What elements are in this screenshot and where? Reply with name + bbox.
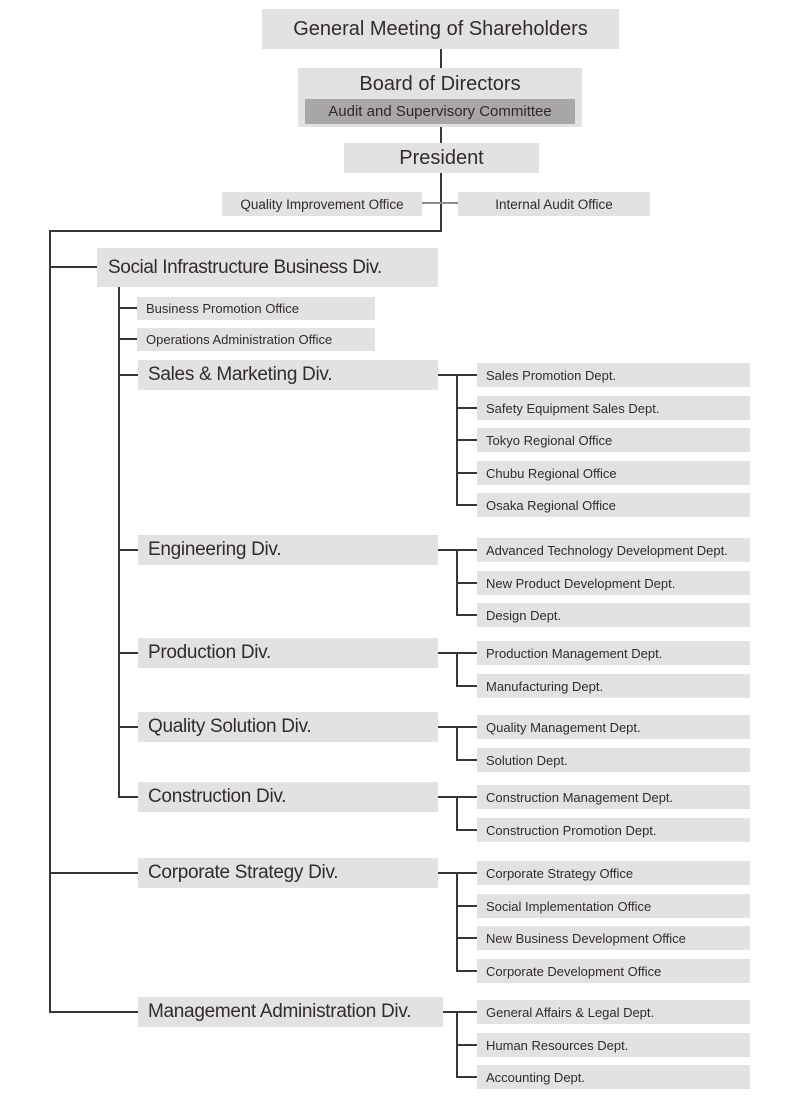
- connector-line: [456, 614, 477, 616]
- node-construction-management-dept: Construction Management Dept.: [477, 785, 750, 809]
- node-general-meeting-of-shareholders: General Meeting of Shareholders: [262, 9, 619, 49]
- spine-main-left: [49, 230, 51, 1013]
- node-quality-solution-div: Quality Solution Div.: [138, 712, 438, 742]
- line-spine-to-corporate-strategy: [51, 872, 138, 874]
- node-social-implementation-office: Social Implementation Office: [477, 894, 750, 918]
- node-tokyo-regional-office: Tokyo Regional Office: [477, 428, 750, 452]
- node-production-management-dept: Production Management Dept.: [477, 641, 750, 665]
- connector-line: [456, 1076, 477, 1078]
- line-management-administration-to-children: [443, 1011, 477, 1013]
- line-to-construction-div: [120, 796, 138, 798]
- node-quality-improvement-office: Quality Improvement Office: [222, 192, 422, 216]
- node-general-affairs-legal-dept: General Affairs & Legal Dept.: [477, 1000, 750, 1024]
- node-construction-div: Construction Div.: [138, 782, 438, 812]
- node-production-div: Production Div.: [138, 638, 438, 668]
- line-to-business-promotion-office: [120, 307, 137, 309]
- node-management-administration-div: Management Administration Div.: [138, 997, 443, 1027]
- node-design-dept: Design Dept.: [477, 603, 750, 627]
- node-corporate-development-office: Corporate Development Office: [477, 959, 750, 983]
- node-president: President: [344, 143, 539, 173]
- node-engineering-div: Engineering Div.: [138, 535, 438, 565]
- node-osaka-regional-office: Osaka Regional Office: [477, 493, 750, 517]
- connector-line: [456, 472, 477, 474]
- node-advanced-technology-development-dept: Advanced Technology Development Dept.: [477, 538, 750, 562]
- node-quality-management-dept: Quality Management Dept.: [477, 715, 750, 739]
- spine-production-children: [456, 652, 458, 687]
- connector-line: [456, 582, 477, 584]
- node-chubu-regional-office: Chubu Regional Office: [477, 461, 750, 485]
- connector-line: [456, 407, 477, 409]
- connector-line: [456, 829, 477, 831]
- node-social-infrastructure-business-div: Social Infrastructure Business Div.: [97, 248, 438, 287]
- spine-social-infrastructure: [118, 287, 120, 798]
- board-of-directors-label: Board of Directors: [359, 72, 521, 95]
- spine-quality-solution-children: [456, 726, 458, 761]
- connector-line: [456, 685, 477, 687]
- node-business-promotion-office: Business Promotion Office: [137, 297, 375, 320]
- line-to-operations-administration-office: [120, 338, 137, 340]
- connector-line: [456, 905, 477, 907]
- node-corporate-strategy-div: Corporate Strategy Div.: [138, 858, 438, 888]
- node-sales-promotion-dept: Sales Promotion Dept.: [477, 363, 750, 387]
- connector-line: [456, 937, 477, 939]
- node-new-product-development-dept: New Product Development Dept.: [477, 571, 750, 595]
- spine-corporate-strategy-children: [456, 872, 458, 972]
- spine-construction-children: [456, 796, 458, 831]
- line-to-engineering-div: [120, 549, 138, 551]
- line-to-production-div: [120, 652, 138, 654]
- line-quality-improvement-to-internal-audit: [422, 202, 458, 204]
- node-operations-administration-office: Operations Administration Office: [137, 328, 375, 351]
- line-to-sales-marketing-div: [120, 374, 138, 376]
- node-accounting-dept: Accounting Dept.: [477, 1065, 750, 1089]
- node-safety-equipment-sales-dept: Safety Equipment Sales Dept.: [477, 396, 750, 420]
- node-internal-audit-office: Internal Audit Office: [458, 192, 650, 216]
- connector-line: [456, 970, 477, 972]
- line-board-to-president: [440, 127, 442, 143]
- line-spine-to-social-infrastructure: [51, 266, 97, 268]
- line-elbow-president-to-spine: [49, 230, 442, 232]
- node-construction-promotion-dept: Construction Promotion Dept.: [477, 818, 750, 842]
- node-board-of-directors: [298, 68, 582, 127]
- line-to-quality-solution-div: [120, 726, 138, 728]
- node-human-resources-dept: Human Resources Dept.: [477, 1033, 750, 1057]
- node-sales-marketing-div: Sales & Marketing Div.: [138, 360, 438, 390]
- connector-line: [456, 1044, 477, 1046]
- node-corporate-strategy-office: Corporate Strategy Office: [477, 861, 750, 885]
- line-shareholders-to-board: [440, 49, 442, 68]
- node-solution-dept: Solution Dept.: [477, 748, 750, 772]
- connector-line: [456, 759, 477, 761]
- node-manufacturing-dept: Manufacturing Dept.: [477, 674, 750, 698]
- connector-line: [456, 504, 477, 506]
- node-new-business-development-office: New Business Development Office: [477, 926, 750, 950]
- connector-line: [456, 439, 477, 441]
- line-spine-to-management-administration: [51, 1011, 138, 1013]
- badge-audit-and-supervisory-committee: Audit and Supervisory Committee: [305, 99, 575, 124]
